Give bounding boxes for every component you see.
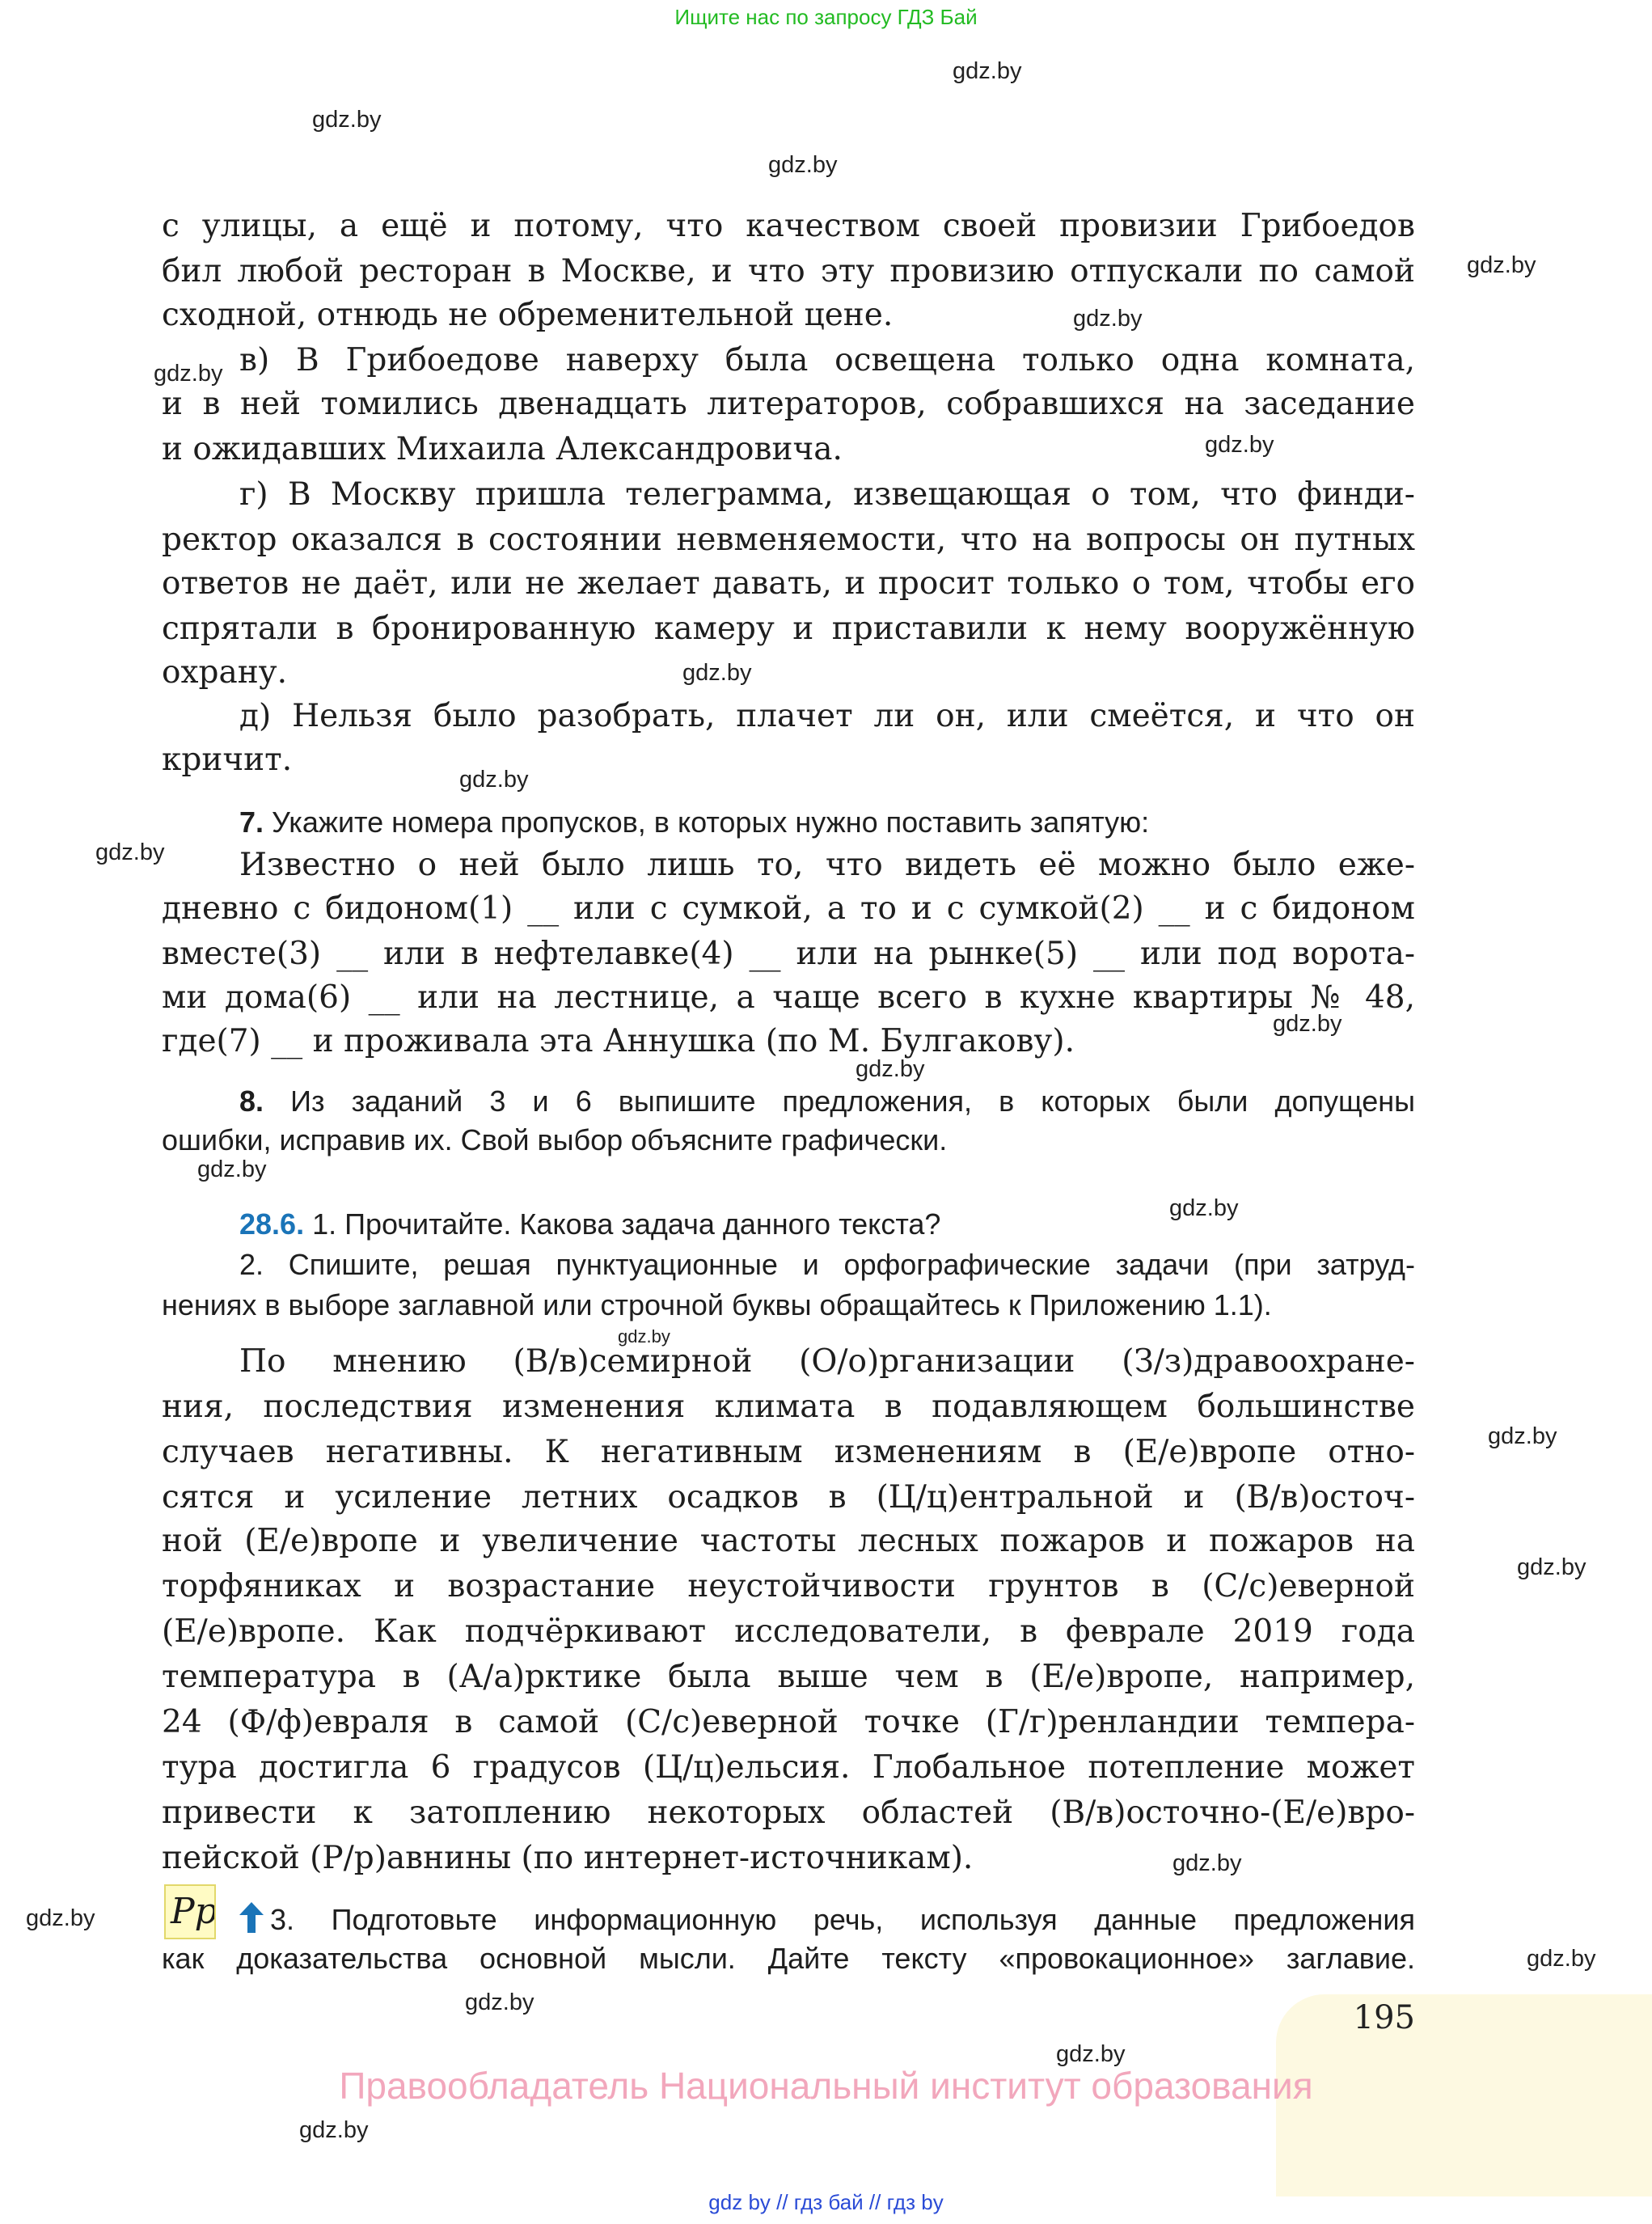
task-7-line: ми дома(6) __ или на лестнице, а чаще всего в кухне квартиры № 48,: [162, 979, 1415, 1016]
prose-line: ректор оказался в состоянии невменяемости, что на вопросы он путных: [162, 522, 1415, 558]
prose-line: ответов не даёт, или не желает давать, и просит только о том, чтобы его: [162, 565, 1415, 602]
rights-holder: Правообладатель Национальный институт образования: [339, 2065, 1313, 2107]
exercise-item-1: 1. Прочитайте. Какова задача данного текста?: [312, 1207, 941, 1241]
watermark: gdz.by: [682, 660, 752, 686]
watermark: gdz.by: [312, 107, 382, 133]
watermark: gdz.by: [768, 152, 838, 178]
watermark: gdz.by: [1205, 432, 1274, 458]
exercise-text-line: пейской (Р/р)авнины (по интернет-источникам).: [162, 1840, 974, 1876]
watermark: gdz.by: [1172, 1850, 1242, 1876]
speech-task-icon-letters: Рр: [171, 1891, 214, 1932]
watermark: gdz.by: [154, 361, 223, 387]
watermark: gdz.by: [1527, 1946, 1596, 1972]
prose-line: охрану.: [162, 654, 288, 691]
prose-line: бил любой ресторан в Москве, и что эту провизию отпускали по самой: [162, 253, 1415, 290]
prose-line: и ожидавших Михаила Александровича.: [162, 431, 843, 467]
prose-line: сходной, отнюдь не обременительной цене.: [162, 297, 894, 333]
arrow-up-icon: [239, 1902, 264, 1933]
watermark: gdz.by: [1056, 2041, 1126, 2067]
task-7-line: где(7) __ и проживала эта Аннушка (по М. Булгакову).: [162, 1023, 1075, 1059]
watermark: gdz.by: [1488, 1423, 1557, 1449]
exercise-text-line: привести к затоплению некоторых областей (В/в)осточно-(Е/е)вро-: [162, 1795, 1415, 1831]
watermark: gdz.by: [1467, 252, 1536, 278]
watermark: gdz.by: [299, 2117, 369, 2143]
watermark: gdz.by: [1273, 1011, 1342, 1037]
task-7-line: вместе(3) __ или в нефтелавке(4) __ или на рынке(5) __ или под ворота-: [162, 936, 1415, 972]
exercise-item-2-line: 2. Спишите, решая пунктуационные и орфографические задачи (при затруд-: [239, 1248, 1415, 1281]
exercise-heading: [239, 1205, 1415, 1244]
watermark: gdz.by: [197, 1156, 267, 1182]
watermark: gdz.by: [1169, 1195, 1239, 1221]
prose-line: спрятали в бронированную камеру и приставили к нему вооружённую: [162, 611, 1415, 647]
watermark: gdz.by: [1517, 1554, 1587, 1580]
task-7-instruction: Укажите номера пропусков, в которых нужно поставить запятую:: [272, 805, 1150, 839]
task-8-text: Из заданий 3 и 6 выпишите предложения, в которых были допущены: [290, 1085, 1415, 1118]
exercise-text-line: торфяниках и возрастание неустойчивости грунтов в (С/с)еверной: [162, 1568, 1415, 1605]
exercise-text-line: сятся и усиление летних осадков в (Ц/ц)ентральной и (В/в)осточ-: [162, 1479, 1415, 1516]
page-number: 195: [1353, 1999, 1415, 2036]
task-7-number: 7.: [239, 805, 264, 839]
prose-line: и в ней томились двенадцать литераторов, собравшихся на заседание: [162, 386, 1415, 422]
exercise-text-line: тура достигла 6 градусов (Ц/ц)ельсия. Глобальное потепление может: [162, 1749, 1415, 1786]
watermark: gdz.by: [465, 1989, 534, 2015]
task-7-heading: [239, 803, 1415, 842]
watermark: gdz.by: [26, 1905, 95, 1931]
exercise-item-3-line: как доказательства основной мысли. Дайте тексту «провокационное» заглавие.: [162, 1942, 1415, 1975]
watermark: gdz.by: [459, 767, 529, 793]
watermark: gdz.by: [95, 839, 165, 865]
task-7-line: Известно о ней было лишь то, что видеть её можно было еже-: [239, 847, 1415, 883]
exercise-text-line: ния, последствия изменения климата в подавляющем большинстве: [162, 1389, 1415, 1425]
task-8-line: ошибки, исправив их. Свой выбор объясните графически.: [162, 1123, 948, 1156]
prose-line: с улицы, а ещё и потому, что качеством своей провизии Грибоедов: [162, 208, 1415, 244]
exercise-item-3-line: 3. Подготовьте информационную речь, используя данные предложения: [270, 1903, 1415, 1936]
prose-line: г) В Москву пришла телеграмма, извещающая о том, что финди-: [239, 476, 1415, 513]
task-8-number: 8.: [239, 1085, 264, 1118]
bottom-links[interactable]: gdz by // гдз бай // гдз by: [708, 2190, 944, 2214]
exercise-item-2-line: нениях в выборе заглавной или строчной буквы обращайтесь к Приложению 1.1).: [162, 1288, 1272, 1321]
exercise-text-line: 24 (Ф/ф)евраля в самой (С/с)еверной точке (Г/г)ренландии темпера-: [162, 1704, 1415, 1740]
exercise-text-line: температура в (А/а)рктике была выше чем в (Е/е)вропе, например,: [162, 1659, 1415, 1695]
prose-line: в) В Грибоедове наверху была освещена только одна комната,: [239, 342, 1415, 378]
watermark: gdz.by: [1073, 306, 1143, 332]
task-7-line: дневно с бидоном(1) __ или с сумкой, а то и с сумкой(2) __ и с бидоном: [162, 890, 1415, 927]
exercise-text-line: По мнению (В/в)семирной (О/о)рганизации (З/з)дравоохране-: [239, 1343, 1415, 1380]
watermark: gdz.by: [953, 58, 1022, 84]
watermark: gdz.by: [618, 1326, 670, 1347]
prose-line: д) Нельзя было разобрать, плачет ли он, или смеётся, и что он: [239, 698, 1415, 734]
exercise-text-line: случаев негативны. К негативным изменениям в (Е/е)вропе отно-: [162, 1434, 1415, 1470]
top-banner: Ищите нас по запросу ГДЗ Бай: [674, 5, 978, 29]
task-8-line: [239, 1082, 1415, 1121]
exercise-number: 28.6.: [239, 1207, 305, 1241]
prose-line: кричит.: [162, 742, 293, 778]
exercise-text-line: ной (Е/е)вропе и увеличение частоты лесных пожаров и пожаров на: [162, 1523, 1415, 1559]
speech-task-icon: [164, 1884, 216, 1939]
watermark: gdz.by: [856, 1056, 925, 1082]
exercise-text-line: (Е/е)вропе. Как подчёркивают исследователи, в феврале 2019 года: [162, 1613, 1415, 1650]
